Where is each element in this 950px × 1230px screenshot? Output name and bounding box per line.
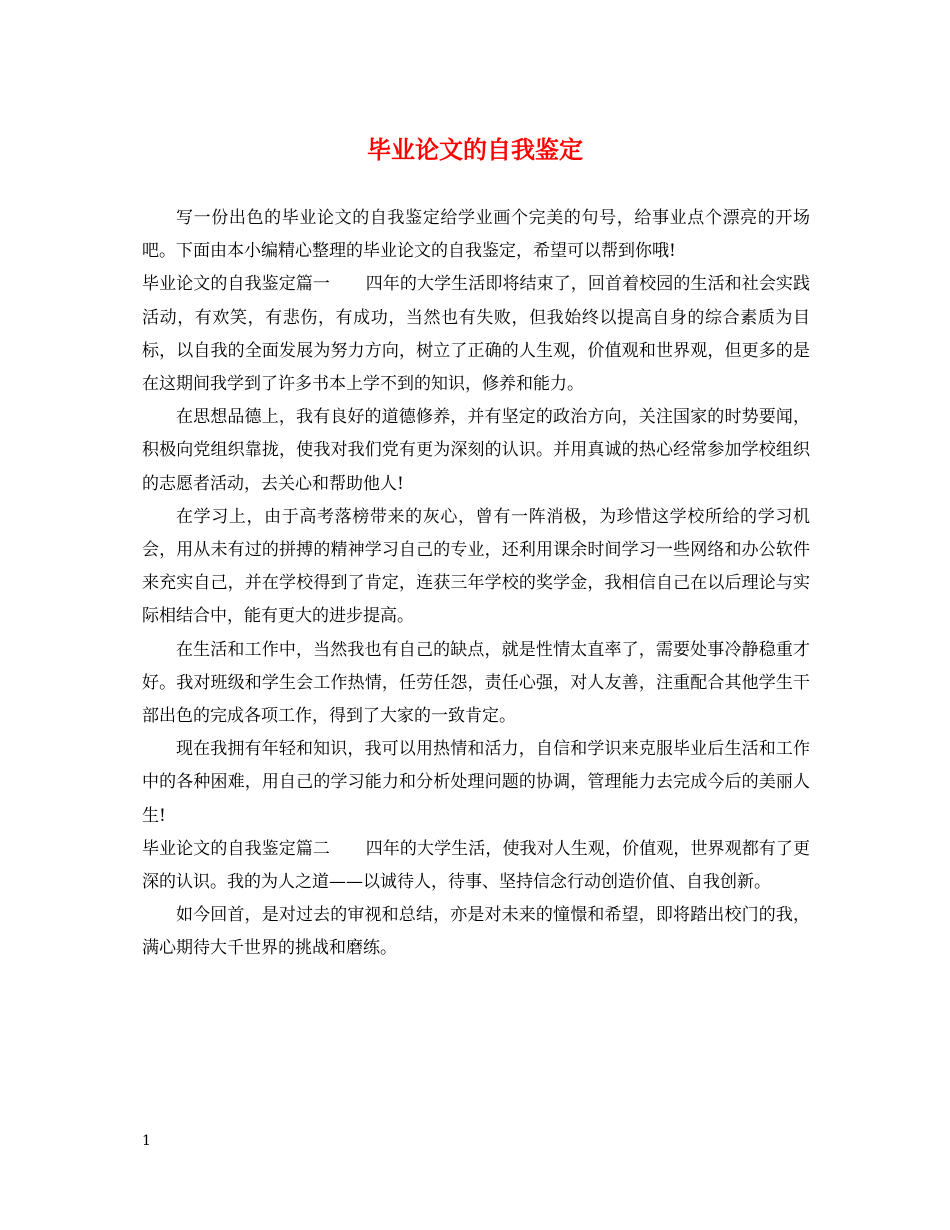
paragraph [142, 899, 810, 965]
document-title: 毕业论文的自我鉴定 [367, 135, 583, 164]
section-heading: 毕业论文的自我鉴定篇二 [142, 838, 331, 859]
paragraph-text: 写一份出色的毕业论文的自我鉴定给学业画个完美的句号，给事业点个漂亮的开场吧。下面由本小编精心整理的毕业论文的自我鉴定，希望可以帮到你哦! [142, 208, 810, 262]
paragraph [142, 733, 810, 833]
page-number: 1 [142, 1133, 151, 1149]
paragraph [142, 501, 810, 634]
paragraph-text: 在思想品德上，我有良好的道德修养，并有坚定的政治方向，关注国家的时势要闻，积极向党组织靠拢，使我对我们党有更为深刻的认识。并用真诚的热心经常参加学校组织的志愿者活动，去关心和帮助他人! [142, 407, 810, 494]
paragraph-section-two [142, 833, 810, 899]
paragraph-text: 在学习上，由于高考落榜带来的灰心，曾有一阵消极，为珍惜这学校所给的学习机会，用从未有过的拼搏的精神学习自己的专业，还利用课余时间学习一些网络和办公软件来充实自己，并在学校得到了肯定，连获三年学校的奖学金，我相信自己在以后理论与实际相结合中，能有更大的进步提高。 [142, 506, 810, 627]
paragraph-text: 如今回首，是对过去的审视和总结，亦是对未来的憧憬和希望，即将踏出校门的我，满心期待大千世界的挑战和磨练。 [142, 905, 810, 959]
paragraph-text: 四年的大学生活，使我对人生观，价值观，世界观都有了更深的认识。我的为人之道——以诚待人，待事、坚持信念行动创造价值、自我创新。 [142, 838, 811, 893]
paragraph-text: 现在我拥有年轻和知识，我可以用热情和活力，自信和学识来克服毕业后生活和工作中的各种困难，用自己的学习能力和分析处理问题的协调，管理能力去完成今后的美丽人生! [142, 739, 810, 826]
paragraph-text: 在生活和工作中，当然我也有自己的缺点，就是性情太直率了，需要处事冷静稳重才好。我对班级和学生会工作热情，任劳任怨，责任心强，对人友善，注重配合其他学生干部出色的完成各项工作，得到了大家的一致肯定。 [142, 639, 810, 727]
document-body [142, 202, 810, 966]
paragraph-intro [142, 202, 810, 268]
paragraph [142, 401, 810, 501]
paragraph [142, 634, 810, 734]
paragraph-section-one [142, 268, 810, 401]
paragraph-text: 四年的大学生活即将结束了，回首着校园的生活和社会实践活动，有欢笑，有悲伤，有成功，当然也有失败，但我始终以提高自身的综合素质为目标，以自我的全面发展为努力方向，树立了正确的人生观，价值观和世界观，但更多的是在这期间我学到了许多书本上学不到的知识，修养和能力。 [142, 274, 811, 395]
section-heading: 毕业论文的自我鉴定篇一 [142, 274, 331, 295]
